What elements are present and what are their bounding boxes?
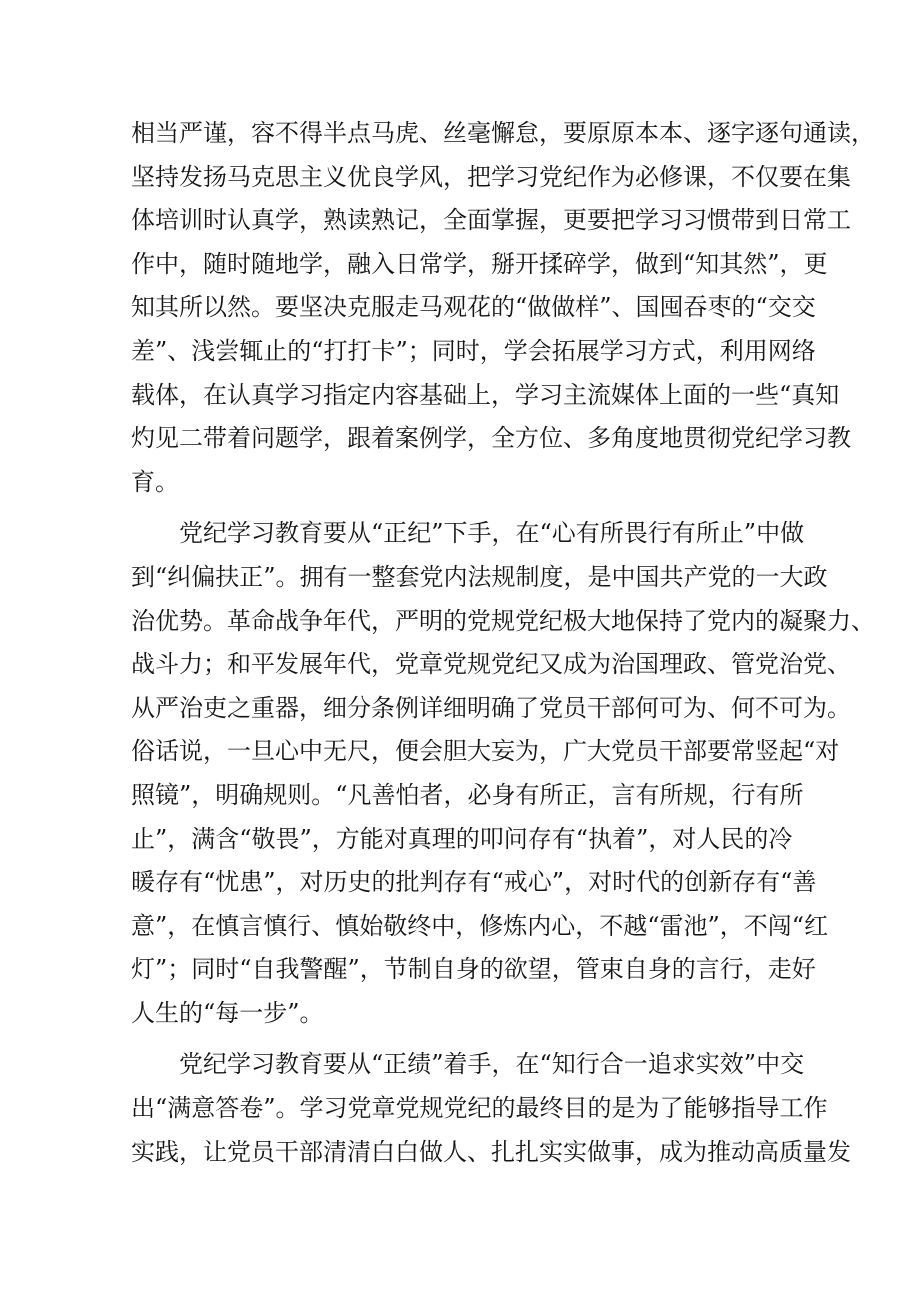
text-line: 党纪学习教育要从“正纪”下手，在“心有所畏行有所止”中做 <box>179 519 805 548</box>
paragraph-3 <box>131 1043 851 1174</box>
text-line: 差”、浅尝辄止的“打打卡”；同时，学会拓展学习方式，利用网络 <box>131 336 816 365</box>
text-line: 止”，满含“敬畏”，方能对真理的叩问存有“执着”，对人民的冷 <box>131 824 793 853</box>
text-line: 从严治吏之重器，细分条例详细明确了党员干部何可为、何不可为。 <box>131 693 851 722</box>
text-line: 照镜”，明确规则。“凡善怕者，必身有所正，言有所规，行有所 <box>131 780 804 809</box>
text-line: 相当严谨，容不得半点马虎、丝毫懈怠，要原原本本、逐字逐句通读， <box>131 119 875 147</box>
text-line: 育。 <box>131 467 179 496</box>
body-text <box>131 112 875 1174</box>
text-line: 出“满意答卷”。学习党章党规党纪的最终目的是为了能够指导工作 <box>131 1094 828 1123</box>
text-line: 灼见二带着问题学，跟着案例学，全方位、多角度地贯彻党纪学习教 <box>131 424 851 453</box>
text-line: 载体，在认真学习指定内容基础上，学习主流媒体上面的一些“真知 <box>131 380 840 409</box>
paragraph-spacer <box>131 504 811 512</box>
text-line: 实践，让党员干部清清白白做人、扎扎实实做事，成为推动高质量发 <box>131 1137 851 1166</box>
text-line: 意”，在慎言慎行、慎始敬终中，修炼内心，不越“雷池”，不闯“红 <box>131 911 829 940</box>
text-line: 治优势。革命战争年代，严明的党规党纪极大地保持了党内的凝聚力、 <box>131 606 875 635</box>
text-line: 暖存有“忧患”，对历史的批判存有“戒心”，对时代的创新存有“善 <box>131 868 817 897</box>
text-line: 战斗力；和平发展年代，党章党规党纪又成为治国理政、管党治党、 <box>131 650 851 679</box>
text-line: 坚持发扬马克思主义优良学风，把学习党纪作为必修课，不仅要在集 <box>131 162 851 191</box>
text-line: 俗话说，一旦心中无尺，便会胆大妄为，广大党员干部要常竖起“对 <box>131 737 840 766</box>
text-line: 知其所以然。要坚决克服走马观花的“做做样”、国囤吞枣的“交交 <box>131 293 816 322</box>
paragraph-1 <box>131 112 875 504</box>
text-line: 到“纠偏扶正”。拥有一整套党内法规制度，是中国共产党的一大政 <box>131 562 828 591</box>
text-line: 灯”；同时“自我警醒”，节制自身的欲望，管束自身的言行，走好 <box>131 955 816 984</box>
paragraph-2 <box>131 512 875 1035</box>
text-line: 党纪学习教育要从“正绩”着手，在“知行合一追求实效”中交 <box>179 1050 805 1079</box>
text-line: 人生的“每一步”。 <box>131 998 324 1027</box>
text-line: 体培训时认真学，熟读熟记，全面掌握，更要把学习习惯带到日常工 <box>131 206 851 235</box>
text-line: 作中，随时随地学，融入日常学，掰开揉碎学，做到“知其然”，更 <box>131 249 828 278</box>
paragraph-spacer <box>131 1035 811 1043</box>
